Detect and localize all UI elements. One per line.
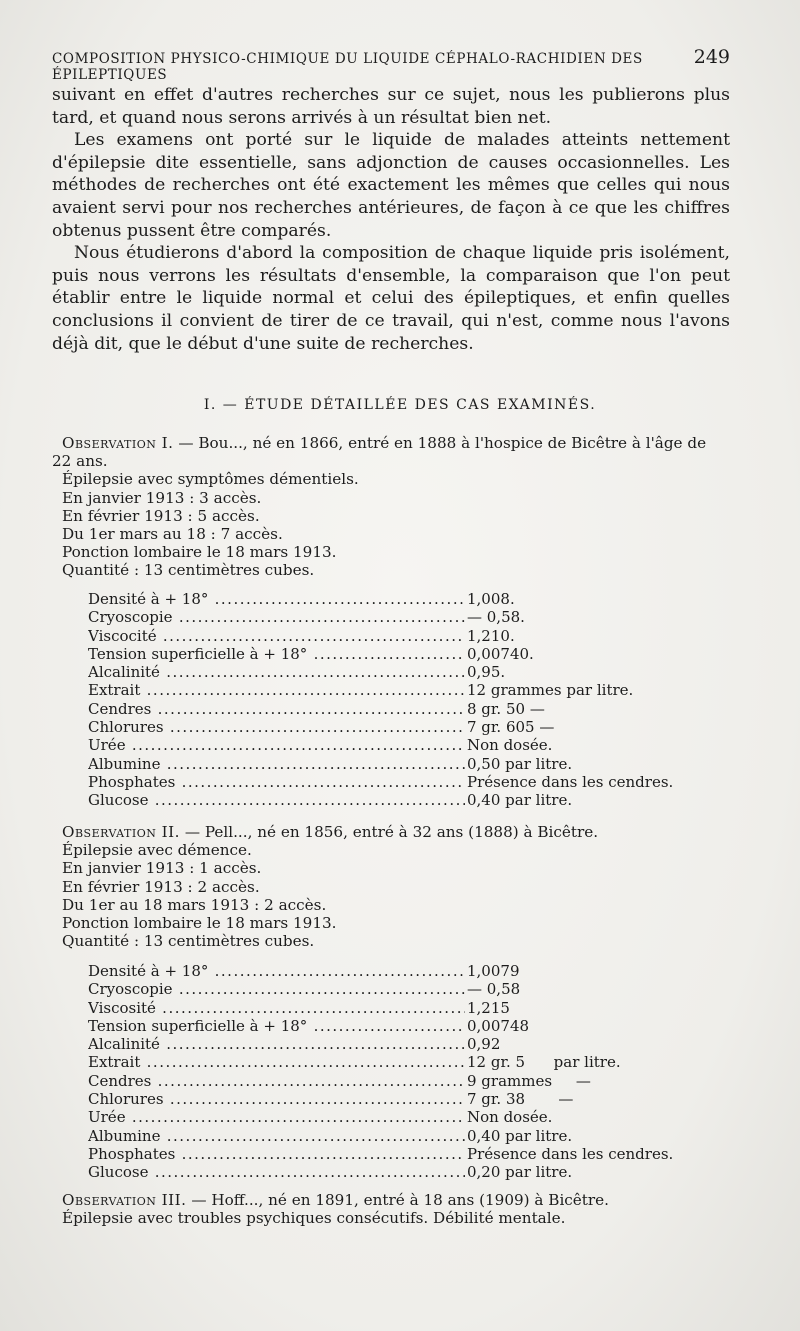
- measure-row: [88, 627, 688, 645]
- measure-value: 0,40 par litre.: [467, 1126, 573, 1145]
- measure-label: Glucose .....: [88, 791, 465, 809]
- measure-value: 1,210.: [467, 626, 515, 645]
- running-header: [52, 46, 730, 83]
- measure-row: [88, 1072, 688, 1090]
- observation-line: En janvier 1913 : 1 accès.: [62, 859, 262, 878]
- measure-value: 7 gr. 38 —: [467, 1090, 574, 1109]
- running-title: COMPOSITION PHYSICO-CHIMIQUE DU LIQUIDE CÉPHALO-RACHIDIEN DES ÉPILEPTIQUES: [52, 51, 643, 83]
- measure-row: [88, 736, 688, 754]
- observation-line: Épilepsie avec symptômes démentiels.: [62, 470, 359, 489]
- section-title: I. — ÉTUDE DÉTAILLÉE DES CAS EXAMINÉS.: [203, 397, 597, 413]
- measure-label: Albumine .....: [88, 755, 465, 773]
- measure-row: [88, 1090, 688, 1108]
- measure-value: Présence dans les cendres.: [467, 1144, 674, 1163]
- measure-label: Densité à + 18° .....: [88, 962, 465, 980]
- observation-label: Observation II.: [62, 823, 181, 841]
- measure-value: 7 gr. 605 —: [467, 718, 555, 737]
- measure-label: Cendres .....: [88, 700, 465, 718]
- observation-heading: [52, 1191, 730, 1209]
- measure-value: — 0,58.: [467, 608, 525, 627]
- paragraph: Les examens ont porté sur le liquide de malades atteints nettement d'épilepsie dite essentielle, sans adjonction de causes occasionnelles. Les méthodes de recherches ont été exactement les mêmes que celles qui nous avaient servi pour nos recherches antérieures, de façon à ce que les chiffres obtenus pussent être comparés.: [52, 130, 730, 241]
- measure-value: 0,50 par litre.: [467, 754, 573, 773]
- observation-line: Quantité : 13 centimètres cubes.: [62, 932, 315, 951]
- observation-line: En janvier 1913 : 3 accès.: [62, 488, 262, 507]
- measure-row: [88, 791, 688, 809]
- measure-label: Albumine .....: [88, 1127, 465, 1145]
- observation-line: Épilepsie avec troubles psychiques consécutifs. Débilité mentale.: [62, 1209, 566, 1228]
- observation-line: Du 1er mars au 18 : 7 accès.: [62, 525, 283, 544]
- observation-3: [52, 1191, 730, 1227]
- measurements-table-2: [88, 962, 688, 1182]
- measure-row: [88, 1053, 688, 1071]
- measure-row: [88, 663, 688, 681]
- measure-label: Extrait .....: [88, 681, 465, 699]
- measure-row: [88, 1127, 688, 1145]
- measure-value: 0,00748: [467, 1016, 530, 1035]
- measure-row: [88, 962, 688, 980]
- measure-row: [88, 755, 688, 773]
- observation-intro: — Hoff..., né en 1891, entré à 18 ans (1909) à Bicêtre.: [191, 1191, 609, 1209]
- measure-label: Cendres .....: [88, 1072, 465, 1090]
- observation-line: Épilepsie avec démence.: [62, 841, 252, 860]
- measure-label: Phosphates .....: [88, 773, 465, 791]
- measure-row: [88, 1108, 688, 1126]
- measure-value: 0,92: [467, 1035, 501, 1054]
- measure-label: Chlorures .....: [88, 1090, 465, 1108]
- observation-line: Quantité : 13 centimètres cubes.: [62, 561, 315, 580]
- paragraph: Nous étudierons d'abord la composition de chaque liquide pris isolément, puis nous verrons les résultats d'ensemble, la comparaison que l'on peut établir entre le liquide normal et celui des épileptiques, et enfin quelles conclusions il convient de tirer de ce travail, qui n'est, comme nous l'avons déjà dit, que le début d'une suite de recherches.: [52, 243, 730, 354]
- measure-row: [88, 1145, 688, 1163]
- measure-row: [88, 645, 688, 663]
- measure-value: 0,40 par litre.: [467, 791, 573, 810]
- measure-value: 12 grammes par litre.: [467, 681, 634, 700]
- measure-row: [88, 590, 688, 608]
- intro-paragraphs: [52, 84, 730, 355]
- observation-line: Ponction lombaire le 18 mars 1913.: [62, 543, 337, 562]
- measure-value: 0,20 par litre.: [467, 1163, 573, 1182]
- measure-label: Tension superficielle à + 18° .....: [88, 1017, 465, 1035]
- measure-label: Alcalinité .....: [88, 663, 465, 681]
- observation-heading: [52, 823, 730, 841]
- measure-value: 0,95.: [467, 663, 506, 682]
- observation-heading: [52, 434, 730, 470]
- measure-row: [88, 700, 688, 718]
- observation-line: En février 1913 : 5 accès.: [62, 506, 260, 525]
- paragraph: suivant en effet d'autres recherches sur ce sujet, nous les publierons plus tard, et quand nous serons arrivés à un résultat bien net.: [52, 85, 730, 128]
- measure-label: Cryoscopie .....: [88, 608, 465, 626]
- measure-value: Non dosée.: [467, 1108, 553, 1127]
- measure-row: [88, 718, 688, 736]
- measure-row: [88, 681, 688, 699]
- measure-label: Alcalinité .....: [88, 1035, 465, 1053]
- measure-value: 1,008.: [467, 590, 515, 608]
- observation-1: [52, 434, 730, 580]
- measure-row: [88, 980, 688, 998]
- observation-intro: — Bou..., né en 1866, entré en 1888 à l'hospice de Bicêtre à l'âge de 22 ans.: [52, 434, 707, 471]
- observation-line: Du 1er au 18 mars 1913 : 2 accès.: [62, 895, 327, 914]
- page-number: 249: [693, 46, 730, 68]
- measure-row: [88, 999, 688, 1017]
- measure-value: 12 gr. 5 par litre.: [467, 1053, 621, 1072]
- measure-value: 1,215: [467, 998, 510, 1017]
- observation-label: Observation I.: [62, 434, 174, 452]
- measure-value: — 0,58: [467, 980, 521, 999]
- measure-label: Densité à + 18° .....: [88, 590, 465, 608]
- measure-value: 8 gr. 50 —: [467, 699, 545, 718]
- measure-value: 1,0079: [467, 962, 520, 980]
- observation-line: Ponction lombaire le 18 mars 1913.: [62, 914, 337, 933]
- measure-value: Présence dans les cendres.: [467, 772, 674, 791]
- observation-intro: — Pell..., né en 1856, entré à 32 ans (1888) à Bicêtre.: [184, 823, 599, 841]
- measure-label: Extrait .....: [88, 1053, 465, 1071]
- measure-label: Viscosité .....: [88, 999, 465, 1017]
- measure-value: 9 grammes —: [467, 1071, 591, 1090]
- measure-label: Viscocité .....: [88, 627, 465, 645]
- observation-2: [52, 823, 730, 950]
- measure-label: Phosphates .....: [88, 1145, 465, 1163]
- measure-row: [88, 773, 688, 791]
- measure-row: [88, 1163, 688, 1181]
- measure-label: Cryoscopie .....: [88, 980, 465, 998]
- observation-label: Observation III.: [62, 1191, 187, 1209]
- measure-label: Glucose .....: [88, 1163, 465, 1181]
- measure-label: Chlorures .....: [88, 718, 465, 736]
- measurements-table-1: [88, 590, 688, 810]
- observation-line: En février 1913 : 2 accès.: [62, 877, 260, 896]
- measure-value: 0,00740.: [467, 644, 534, 663]
- measure-label: Urée .....: [88, 736, 465, 754]
- measure-row: [88, 1017, 688, 1035]
- measure-value: Non dosée.: [467, 736, 553, 755]
- measure-label: Urée .....: [88, 1108, 465, 1126]
- measure-row: [88, 1035, 688, 1053]
- measure-label: Tension superficielle à + 18° .....: [88, 645, 465, 663]
- measure-row: [88, 608, 688, 626]
